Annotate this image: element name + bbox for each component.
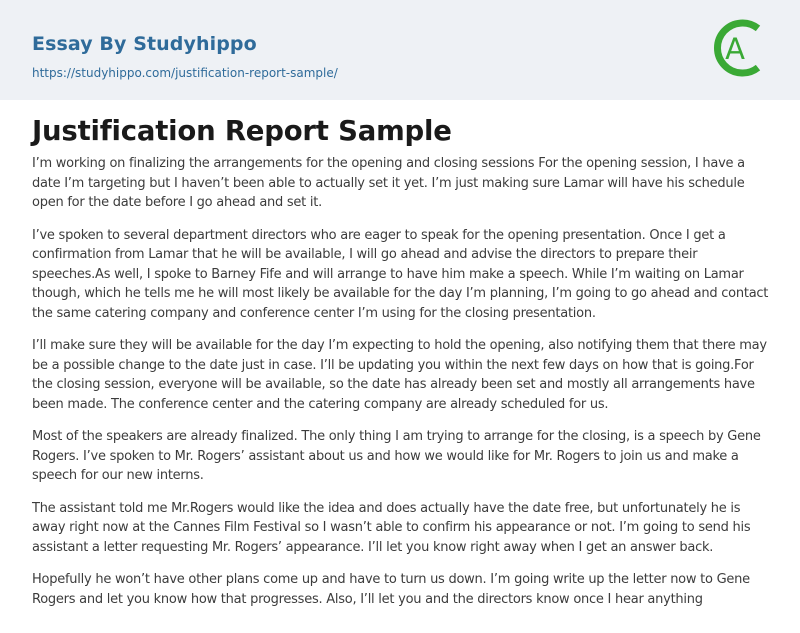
studyhippo-logo-icon[interactable] [712,16,770,80]
paragraph: Most of the speakers are already finalized. The only thing I am trying to arrange for the closing, is a speech by Gene Rogers. I’ve spoken to Mr. Rogers’ assistant about us and how we would like for Mr. Rogers to join us and make a speech for our new interns. [32,429,761,483]
paragraph: I’ve spoken to several department directors who are eager to speak for the opening presentation. Once I get a confirmation from Lamar that he will be available, I will go ahead and advise the directors to prepare their speeches.As well, I spoke to Barney Fife and will arrange to have him make a speech. While I’m waiting on Lamar though, which he tells me he will most likely be available for the day I’m planning, I’m going to go ahead and contact the same catering company and conference center I’m using for the closing presentation. [32,227,769,321]
paragraph: I’ll make sure they will be available for the day I’m expecting to hold the opening, also notifying them that there may be a possible change to the date just in case. I’ll be updating you within the next few days on how that is going.For the closing session, everyone will be available, so the date has already been set and mostly all arrangements have been made. The conference center and the catering company are already scheduled for us. [32,338,767,412]
source-url-link[interactable]: https://studyhippo.com/justification-report-sample/ [32,66,338,80]
logo-letter: A [725,32,745,66]
paragraph: The assistant told me Mr.Rogers would like the idea and does actually have the date free, but unfortunately he is away right now at the Cannes Film Festival so I wasn’t able to confirm his appearance or not. I’m going to send his assistant a letter requesting Mr. Rogers’ appearance. I’ll let you know right away when I get an answer back. [32,500,751,555]
paragraph: I’m working on finalizing the arrangements for the opening and closing sessions For the opening session, I have a date I’m targeting but I haven’t been able to actually set it yet. I’m just making sure Lamar will have his schedule open for the date before I go ahead and set it. [32,156,745,210]
document-body [32,114,772,622]
brand-title[interactable]: Essay By Studyhippo [32,33,257,55]
paragraph: Hopefully he won’t have other plans come up and have to turn us down. I’m going write up the letter now to Gene Rogers and let you know how that progresses. Also, I’ll let you and the directors know once I hear anything [32,572,750,607]
site-header [0,0,800,100]
document-title: Justification Report Sample [32,115,452,147]
